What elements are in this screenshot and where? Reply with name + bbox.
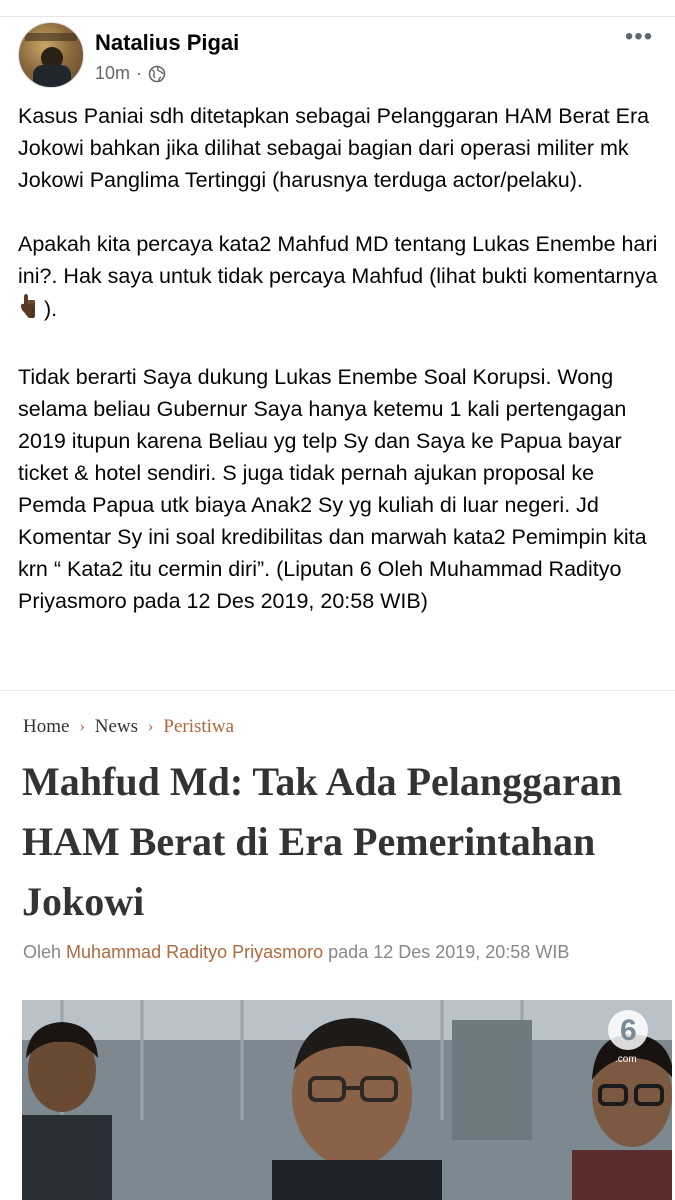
article-byline [23,942,569,963]
breadcrumb-peristiwa[interactable]: Peristiwa [163,716,235,737]
photo-watermark: 6 [620,1014,637,1047]
top-divider [0,16,675,17]
article-photo-illustration [22,1000,672,1200]
article-photo[interactable] [22,1000,672,1200]
avatar[interactable] [18,22,84,88]
breadcrumb-home[interactable]: Home [23,716,70,737]
meta-separator: · [136,63,143,83]
author-name[interactable]: Natalius Pigai [95,30,240,55]
article-headline: Mahfud Md: Tak Ada Pelanggaran HAM Berat di Era Pemerintahan Jokowi [22,759,623,924]
post-body [18,100,658,649]
byline-prefix: Oleh [23,942,62,962]
backhand-index-pointing-down-icon [18,292,44,329]
photo-watermark-sub: .com [615,1054,637,1065]
breadcrumb-news[interactable]: News [94,716,139,737]
post-meta [95,63,166,84]
post-paragraph-3: Tidak berarti Saya dukung Lukas Enembe Soal Korupsi. Wong selama beliau Gubernur Saya hanya ketemu 1 kali pertengagan 2019 itupun karena Beliau yg telp Sy dan Saya ke Papua bayar ticket & hotel sendiri. S juga tidak pernah ajukan proposal ke Pemda Papua utk biaya Anak2 Sy yg kuliah di luar negeri. Jd Komentar Sy ini soal kredibilitas dan marwah kata2 Pemimpin kita krn “ Kata2 itu cermin diri”. (Liputan 6 Oleh Muhammad Radityo Priyasmoro pada 12 Des 2019, 20:58 WIB) [18,365,647,613]
post-header [0,18,675,94]
chevron-right-icon: › [79,718,85,735]
section-divider [0,690,675,691]
globe-icon[interactable] [148,65,166,83]
post-time[interactable]: 10m [95,63,131,83]
post-paragraph-2 [18,228,658,329]
chevron-right-icon: › [148,718,154,735]
post-paragraph-2-text: Apakah kita percaya kata2 Mahfud MD tentang Lukas Enembe hari ini?. Hak saya untuk tidak percaya Mahfud (lihat bukti komentarnya [18,232,658,288]
byline-date: pada 12 Des 2019, 20:58 WIB [328,942,570,962]
post-paragraph-2-end: ). [44,297,58,321]
byline-author-link[interactable]: Muhammad Radityo Priyasmoro [66,942,324,962]
post-paragraph-1: Kasus Paniai sdh ditetapkan sebagai Pelanggaran HAM Berat Era Jokowi bahkan jika dilihat sebagai bagian dari operasi militer mk Jokowi Panglima Tertinggi (harusnya terduga actor/pelaku). [18,104,650,192]
breadcrumb [23,716,234,738]
more-options-icon[interactable]: ••• [624,23,654,50]
